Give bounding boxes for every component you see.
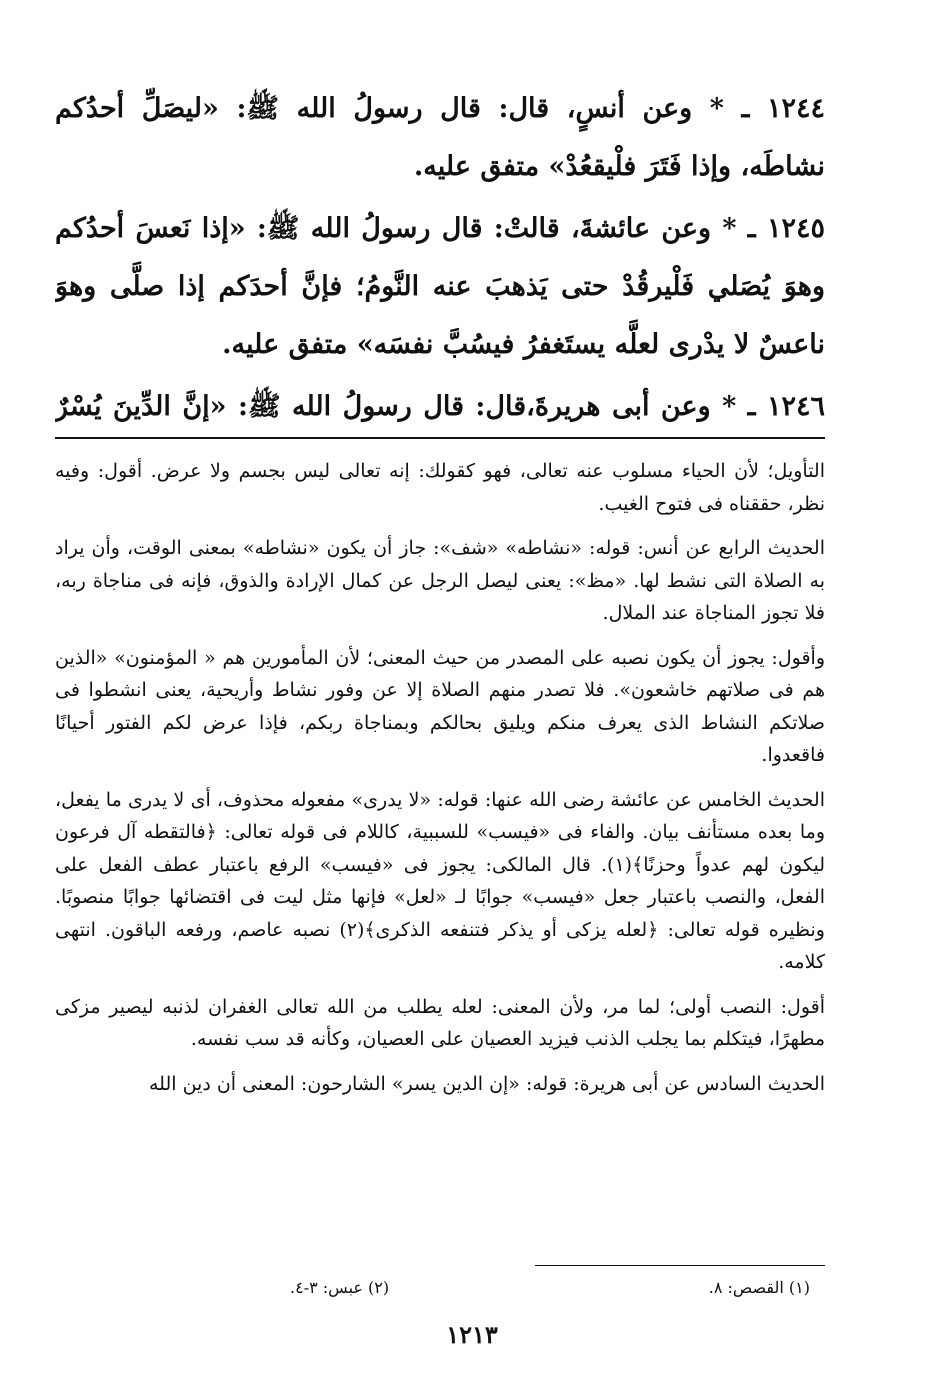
commentary-paragraph: التأويل؛ لأن الحياء مسلوب عنه تعالى، فهو كقولك: إنه تعالى ليس بجسم ولا عرض. أقول: وفيه نظر، حققناه فى فتوح الغيب.	[55, 460, 825, 515]
main-text	[55, 80, 825, 440]
footnote-2: (٢) عبس: ٣-٤.	[290, 1278, 390, 1297]
commentary-paragraph: وأقول: يجوز أن يكون نصبه على المصدر من حيث المعنى؛ لأن المأمورين هم « المؤمنون» «الذين هم فى صلاتهم خاشعون». فلا تصدر منهم الصلاة إلا عن وفور نشاط وأريحية، يعنى انشطوا فى صلاتكم النشاط الذى يعرف منكم ويليق بحالكم وبمناجاة ربكم، فإذا عرض لكم الفتور أحيانًا فاقعدوا.	[55, 646, 825, 766]
commentary-paragraph: الحديث السادس عن أبى هريرة: قوله: «إن الدين يسر» الشارحون: المعنى أن دين الله	[148, 1072, 825, 1095]
section-divider	[55, 437, 825, 439]
footnote-divider	[535, 1265, 825, 1266]
hadith-1246: ١٢٤٦ ـ * وعن أبى هريرةَ،قال: قال رسولُ الله ﷺ: «إنَّ الدِّينَ يُسْرٌ	[55, 391, 825, 422]
commentary-section	[55, 455, 825, 1245]
hadith-1245: ١٢٤٥ ـ * وعن عائشةَ، قالتْ: قال رسولُ الله ﷺ: «إذا نَعسَ أحدُكم وهوَ يُصَلي فَلْيرقُدْ حتى يَذهبَ عنه النَّومُ؛ فإنَّ أحدَكم إذا صلَّى وهوَ ناعسٌ لا يدْرى لعلَّه يستَغفرُ فيسُبَّ نفسَه» متفق عليه.	[55, 213, 825, 360]
hadith-section	[55, 80, 825, 440]
page-number: ١٢١٣	[446, 1320, 498, 1349]
footnotes	[290, 1278, 810, 1297]
commentary-paragraph: الحديث الرابع عن أنس: قوله: «نشاطه» «شف»: جاز أن يكون «نشاطه» بمعنى الوقت، وأن يراد به الصلاة التى نشط لها. «مظ»: يعنى ليصل الرجل عن كمال الإرادة والذوق، فإنه فى مناجاة ربه، فلا تجوز المناجاة عند الملال.	[55, 537, 825, 624]
commentary-paragraph: الحديث الخامس عن عائشة رضى الله عنها: قوله: «لا يدرى» مفعوله محذوف، أى لا يدرى ما يفعل، وما بعده مستأنف بيان. والفاء فى «فيسب» للسببية، كاللام فى قوله تعالى: ﴿فالتقطه آل فرعون ليكون لهم عدواً وحزنًا﴾(١). قال المالكى: يجوز فى «فيسب» الرفع باعتبار عطف الفعل على الفعل، والنصب باعتبار جعل «فيسب» جوابًا لـ «لعل» فإنها مثل ليت فى اقتضائها جوابًا منصوبًا. ونظيره قوله تعالى: ﴿لعله يزكى أو يذكر فتنفعه الذكرى﴾(٢) نصبه عاصم، ورفعه الباقون. انتهى كلامه.	[55, 788, 825, 973]
footnote-1: (١) القصص: ٨.	[708, 1278, 810, 1297]
hadith-1244: ١٢٤٤ ـ * وعن أنسٍ، قال: قال رسولُ الله ﷺ: «ليصَلِّ أحدُكم نشاطَه، وإذا فَتَرَ فلْيقعُدْ» متفق عليه.	[55, 93, 825, 182]
commentary-paragraph: أقول: النصب أولى؛ لما مر، ولأن المعنى: لعله يطلب من الله تعالى الغفران لذنبه ليصير مزكى مطهرًا، فيتكلم بما يجلب الذنب فيزيد العصيان على العصيان، وكأنه قد سب نفسه.	[55, 995, 825, 1050]
